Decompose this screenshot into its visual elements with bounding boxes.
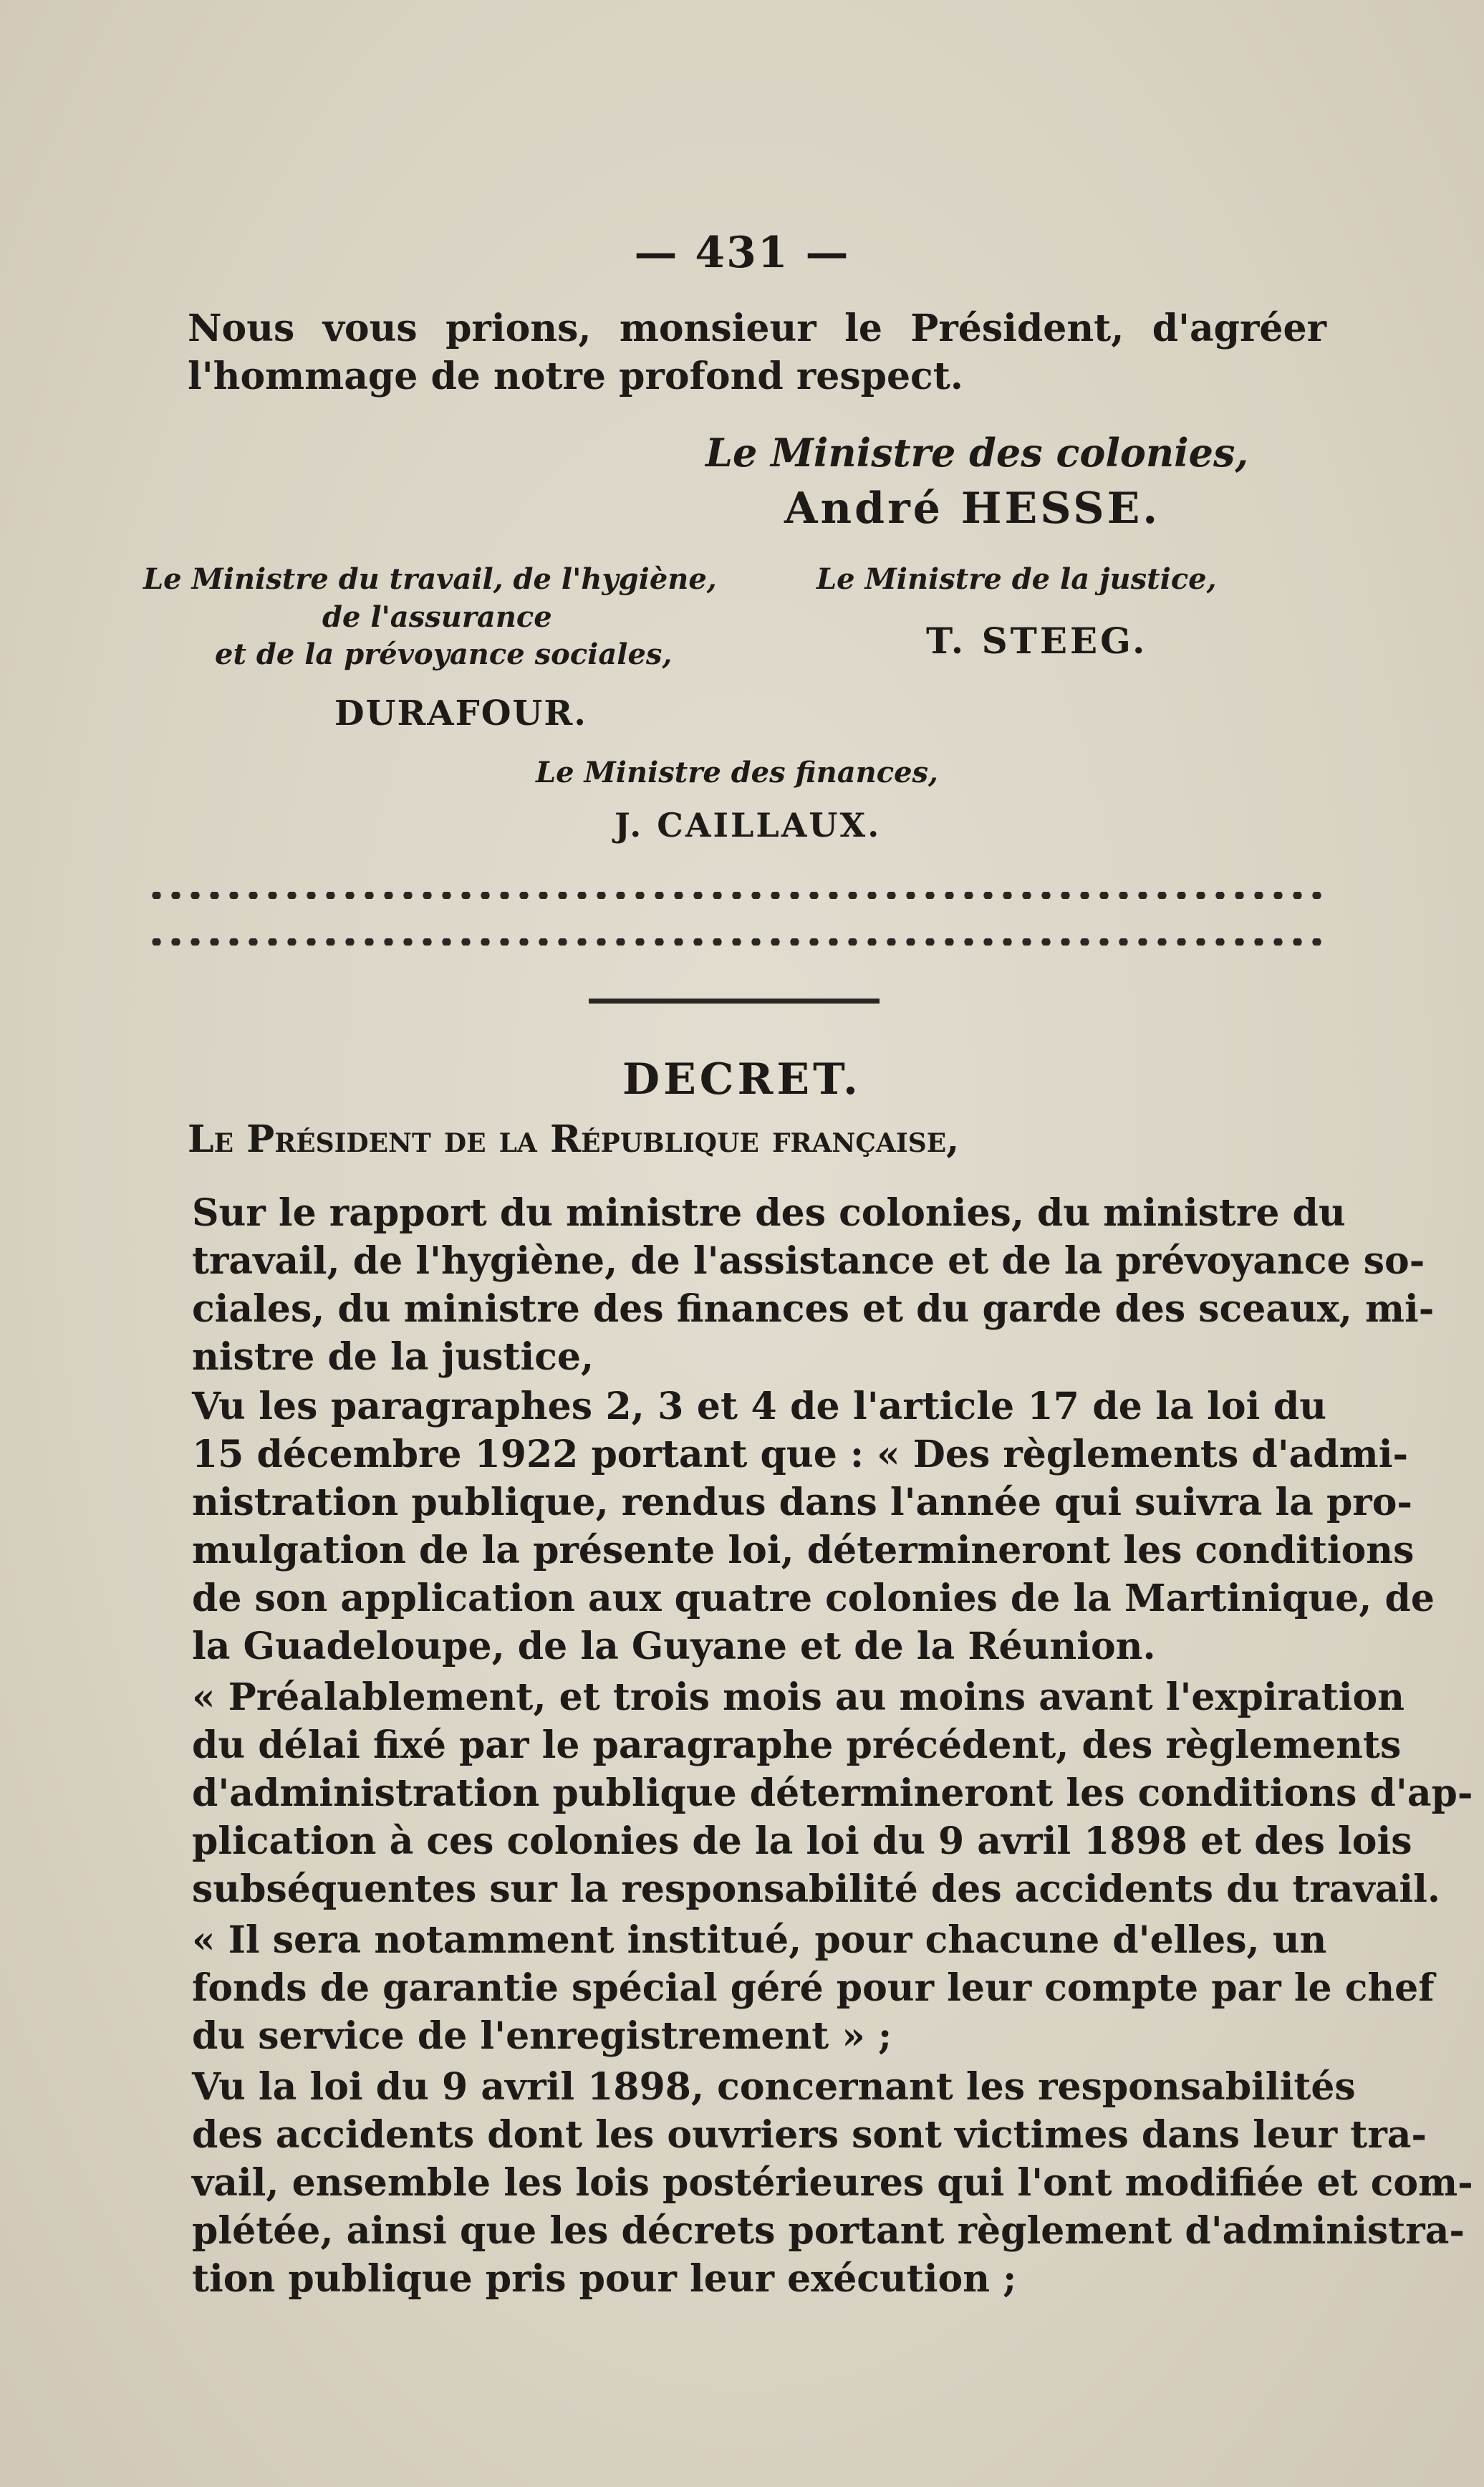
decree-paragraph (192, 1673, 1473, 1913)
text-line: l'hommage de notre profond respect. (188, 355, 963, 398)
signatory-title-colonies: Le Ministre des colonies, (705, 430, 1249, 476)
text-line: plétée, ainsi que les décrets portant règlement d'administra- (192, 2209, 1465, 2253)
signatory-title-travail-line3: et de la prévoyance sociales, (215, 638, 673, 671)
text-line: subséquentes sur la responsabilité des accidents du travail. (192, 1867, 1441, 1911)
text-line: travail, de l'hygiène, de l'assistance et de la prévoyance so- (192, 1239, 1425, 1283)
text-line: Nous vous prions, monsieur le Président, d'agréer (188, 307, 1326, 350)
text-line: nistre de la justice, (192, 1335, 594, 1379)
text-line: vail, ensemble les lois postérieures qui l'ont modifiée et com- (192, 2161, 1473, 2205)
text-line: d'administration publique détermineront les conditions d'ap- (192, 1771, 1473, 1815)
text-line: tion publique pris pour leur exécution ; (192, 2257, 1017, 2301)
signatory-title-travail-line1: Le Ministre du travail, de l'hygiène, (143, 562, 717, 596)
signatory-name-justice: T. STEEG. (926, 620, 1148, 662)
decree-paragraph (192, 1382, 1435, 1670)
decree-paragraph (192, 1189, 1435, 1381)
separator-rule (589, 999, 880, 1004)
signatory-name-colonies: André HESSE. (784, 484, 1161, 534)
signatory-title-finances: Le Ministre des finances, (536, 756, 938, 789)
text-line: des accidents dont les ouvriers sont victimes dans leur tra- (192, 2113, 1427, 2157)
signatory-title-justice: Le Ministre de la justice, (816, 562, 1217, 596)
text-line: du délai fixé par le paragraphe précédent, des règlements (192, 1723, 1402, 1767)
text-line: Vu les paragraphes 2, 3 et 4 de l'article 17 de la loi du (192, 1385, 1326, 1428)
dotted-line (147, 938, 1321, 946)
text-line: plication à ces colonies de la loi du 9 avril 1898 et des lois (192, 1819, 1412, 1863)
text-line: nistration publique, rendus dans l'année qui suivra la pro- (192, 1481, 1412, 1524)
dotted-line (147, 892, 1321, 899)
closing-paragraph (188, 304, 1326, 400)
text-line: fonds de garantie spécial géré pour leur compte par le chef (192, 1966, 1435, 2010)
page-number: — 431 — (634, 228, 850, 278)
decree-paragraph (192, 1916, 1435, 2060)
signatory-name-travail: DURAFOUR. (334, 693, 587, 733)
decree-paragraph (192, 2063, 1473, 2303)
decree-title: DECRET. (622, 1054, 862, 1105)
text-line: « Il sera notamment institué, pour chacune d'elles, un (192, 1918, 1327, 1962)
text-line: mulgation de la présente loi, détermineront les conditions (192, 1529, 1415, 1572)
text-line: « Préalablement, et trois mois au moins avant l'expiration (192, 1675, 1404, 1719)
text-line: Sur le rapport du ministre des colonies, du ministre du (192, 1191, 1346, 1235)
text-line: ciales, du ministre des finances et du garde des sceaux, mi- (192, 1287, 1435, 1331)
text-line: 15 décembre 1922 portant que : « Des règlements d'admi- (192, 1433, 1409, 1476)
decree-intro: Le Président de la République française, (188, 1117, 960, 1161)
signatory-name-finances: J. CAILLAUX. (615, 806, 882, 845)
text-line: de son application aux quatre colonies de la Martinique, de (192, 1577, 1435, 1620)
text-line: la Guadeloupe, de la Guyane et de la Réunion. (192, 1625, 1156, 1668)
text-line: Vu la loi du 9 avril 1898, concernant les responsabilités (192, 2065, 1356, 2109)
signatory-title-travail-line2: de l'assurance (322, 600, 552, 634)
text-line: du service de l'enregistrement » ; (192, 2014, 892, 2058)
